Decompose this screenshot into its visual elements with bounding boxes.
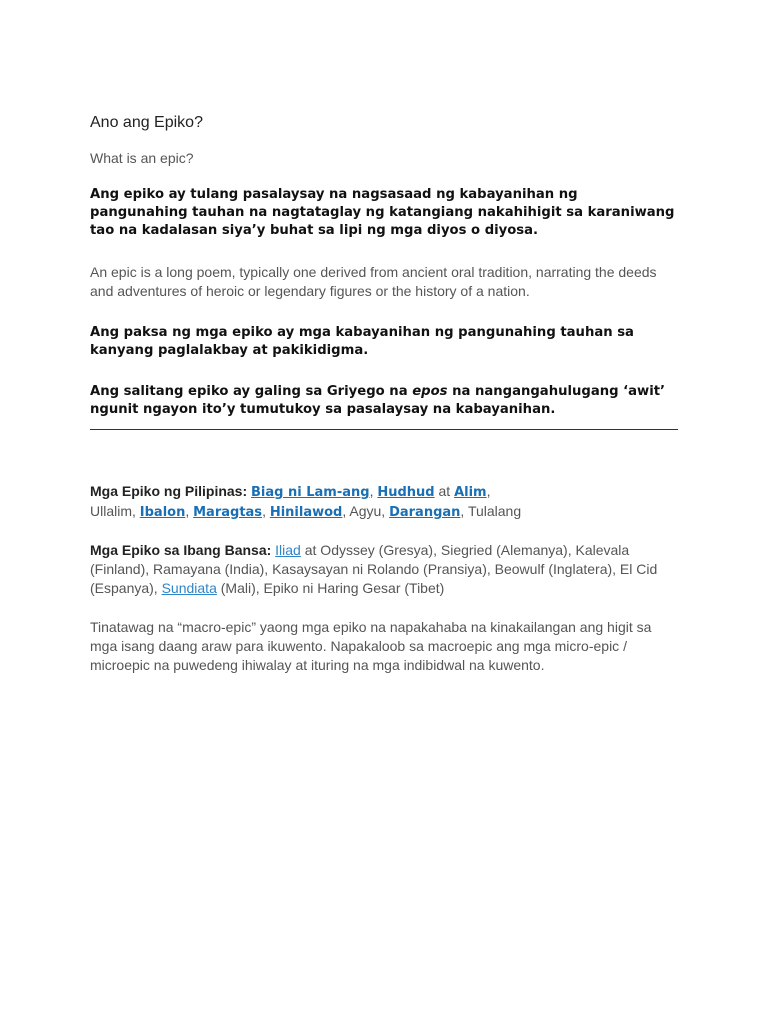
- link-biag-ni-lam-ang[interactable]: Biag ni Lam-ang: [251, 485, 370, 500]
- foreign-epics-label: Mga Epiko sa Ibang Bansa:: [90, 542, 272, 558]
- document-content: [90, 114, 678, 675]
- separator: , Tulalang: [460, 503, 522, 519]
- link-maragtas[interactable]: Maragtas: [193, 505, 263, 520]
- etymology-italic: epos: [412, 384, 448, 399]
- separator: ,: [262, 503, 270, 519]
- philippine-epics-section: [90, 482, 678, 522]
- separator: ,: [185, 503, 194, 519]
- separator: ,: [486, 483, 491, 499]
- link-hinilawod[interactable]: Hinilawod: [269, 505, 343, 520]
- foreign-epics-text: at Odyssey (Gresya), Siegried (Alemanya), Kalevala (Finland), Ramayana (India), Kasaysayan ni Rolando (Pransiya), Beowulf (Inglatera), El Cid (Espanya),: [90, 542, 658, 596]
- foreign-epics-text-end: (Mali), Epiko ni Haring Gesar (Tibet): [216, 580, 445, 596]
- separator: , Agyu,: [342, 503, 390, 519]
- link-sundiata[interactable]: Sundiata: [161, 580, 217, 596]
- etymology-after: na nangangahulugang ‘awit’ ngunit ngayon ito’y tumutukoy sa pasalaysay na kabayanihan.: [90, 384, 666, 417]
- page-title: Ano ang Epiko?: [90, 114, 203, 131]
- horizontal-divider: [90, 429, 678, 430]
- topic-paragraph: Ang paksa ng mga epiko ay mga kabayanihan ng pangunahing tauhan sa kanyang paglalakbay at pakikidigma.: [90, 325, 634, 358]
- separator: ,: [369, 483, 378, 499]
- link-alim[interactable]: Alim: [454, 485, 487, 500]
- philippine-epics-label: Mga Epiko ng Pilipinas:: [90, 483, 248, 499]
- link-hudhud[interactable]: Hudhud: [377, 485, 435, 500]
- macro-epic-paragraph: Tinatawag na “macro-epic” yaong mga epiko na napakahaba na kinakailangan ang higit sa mga isang daang araw para ikuwento. Napakaloob sa macroepic ang mga micro-epic / microepic na puwedeng ihiwalay at ituring na mga indibidwal na kuwento.: [90, 619, 652, 673]
- link-iliad[interactable]: Iliad: [275, 542, 301, 558]
- link-ibalon[interactable]: Ibalon: [139, 505, 186, 520]
- text-ullalim: Ullalim,: [90, 503, 140, 519]
- link-darangan[interactable]: Darangan: [389, 505, 461, 520]
- separator: at: [434, 483, 455, 499]
- etymology-before: Ang salitang epiko ay galing sa Griyego na: [90, 384, 413, 399]
- etymology-paragraph: [90, 383, 678, 419]
- definition-paragraph: Ang epiko ay tulang pasalaysay na nagsasaad ng kabayanihan ng pangunahing tauhan na nagtataglay ng katangiang nakahihigit sa karaniwang tao na kadalasan siya’y buhat sa lipi ng mga diyos o diyosa.: [90, 187, 675, 238]
- foreign-epics-section: [90, 541, 678, 598]
- subtitle: What is an epic?: [90, 150, 194, 166]
- english-definition: An epic is a long poem, typically one derived from ancient oral tradition, narrating the deeds and adventures of heroic or legendary figures or the history of a nation.: [90, 264, 657, 299]
